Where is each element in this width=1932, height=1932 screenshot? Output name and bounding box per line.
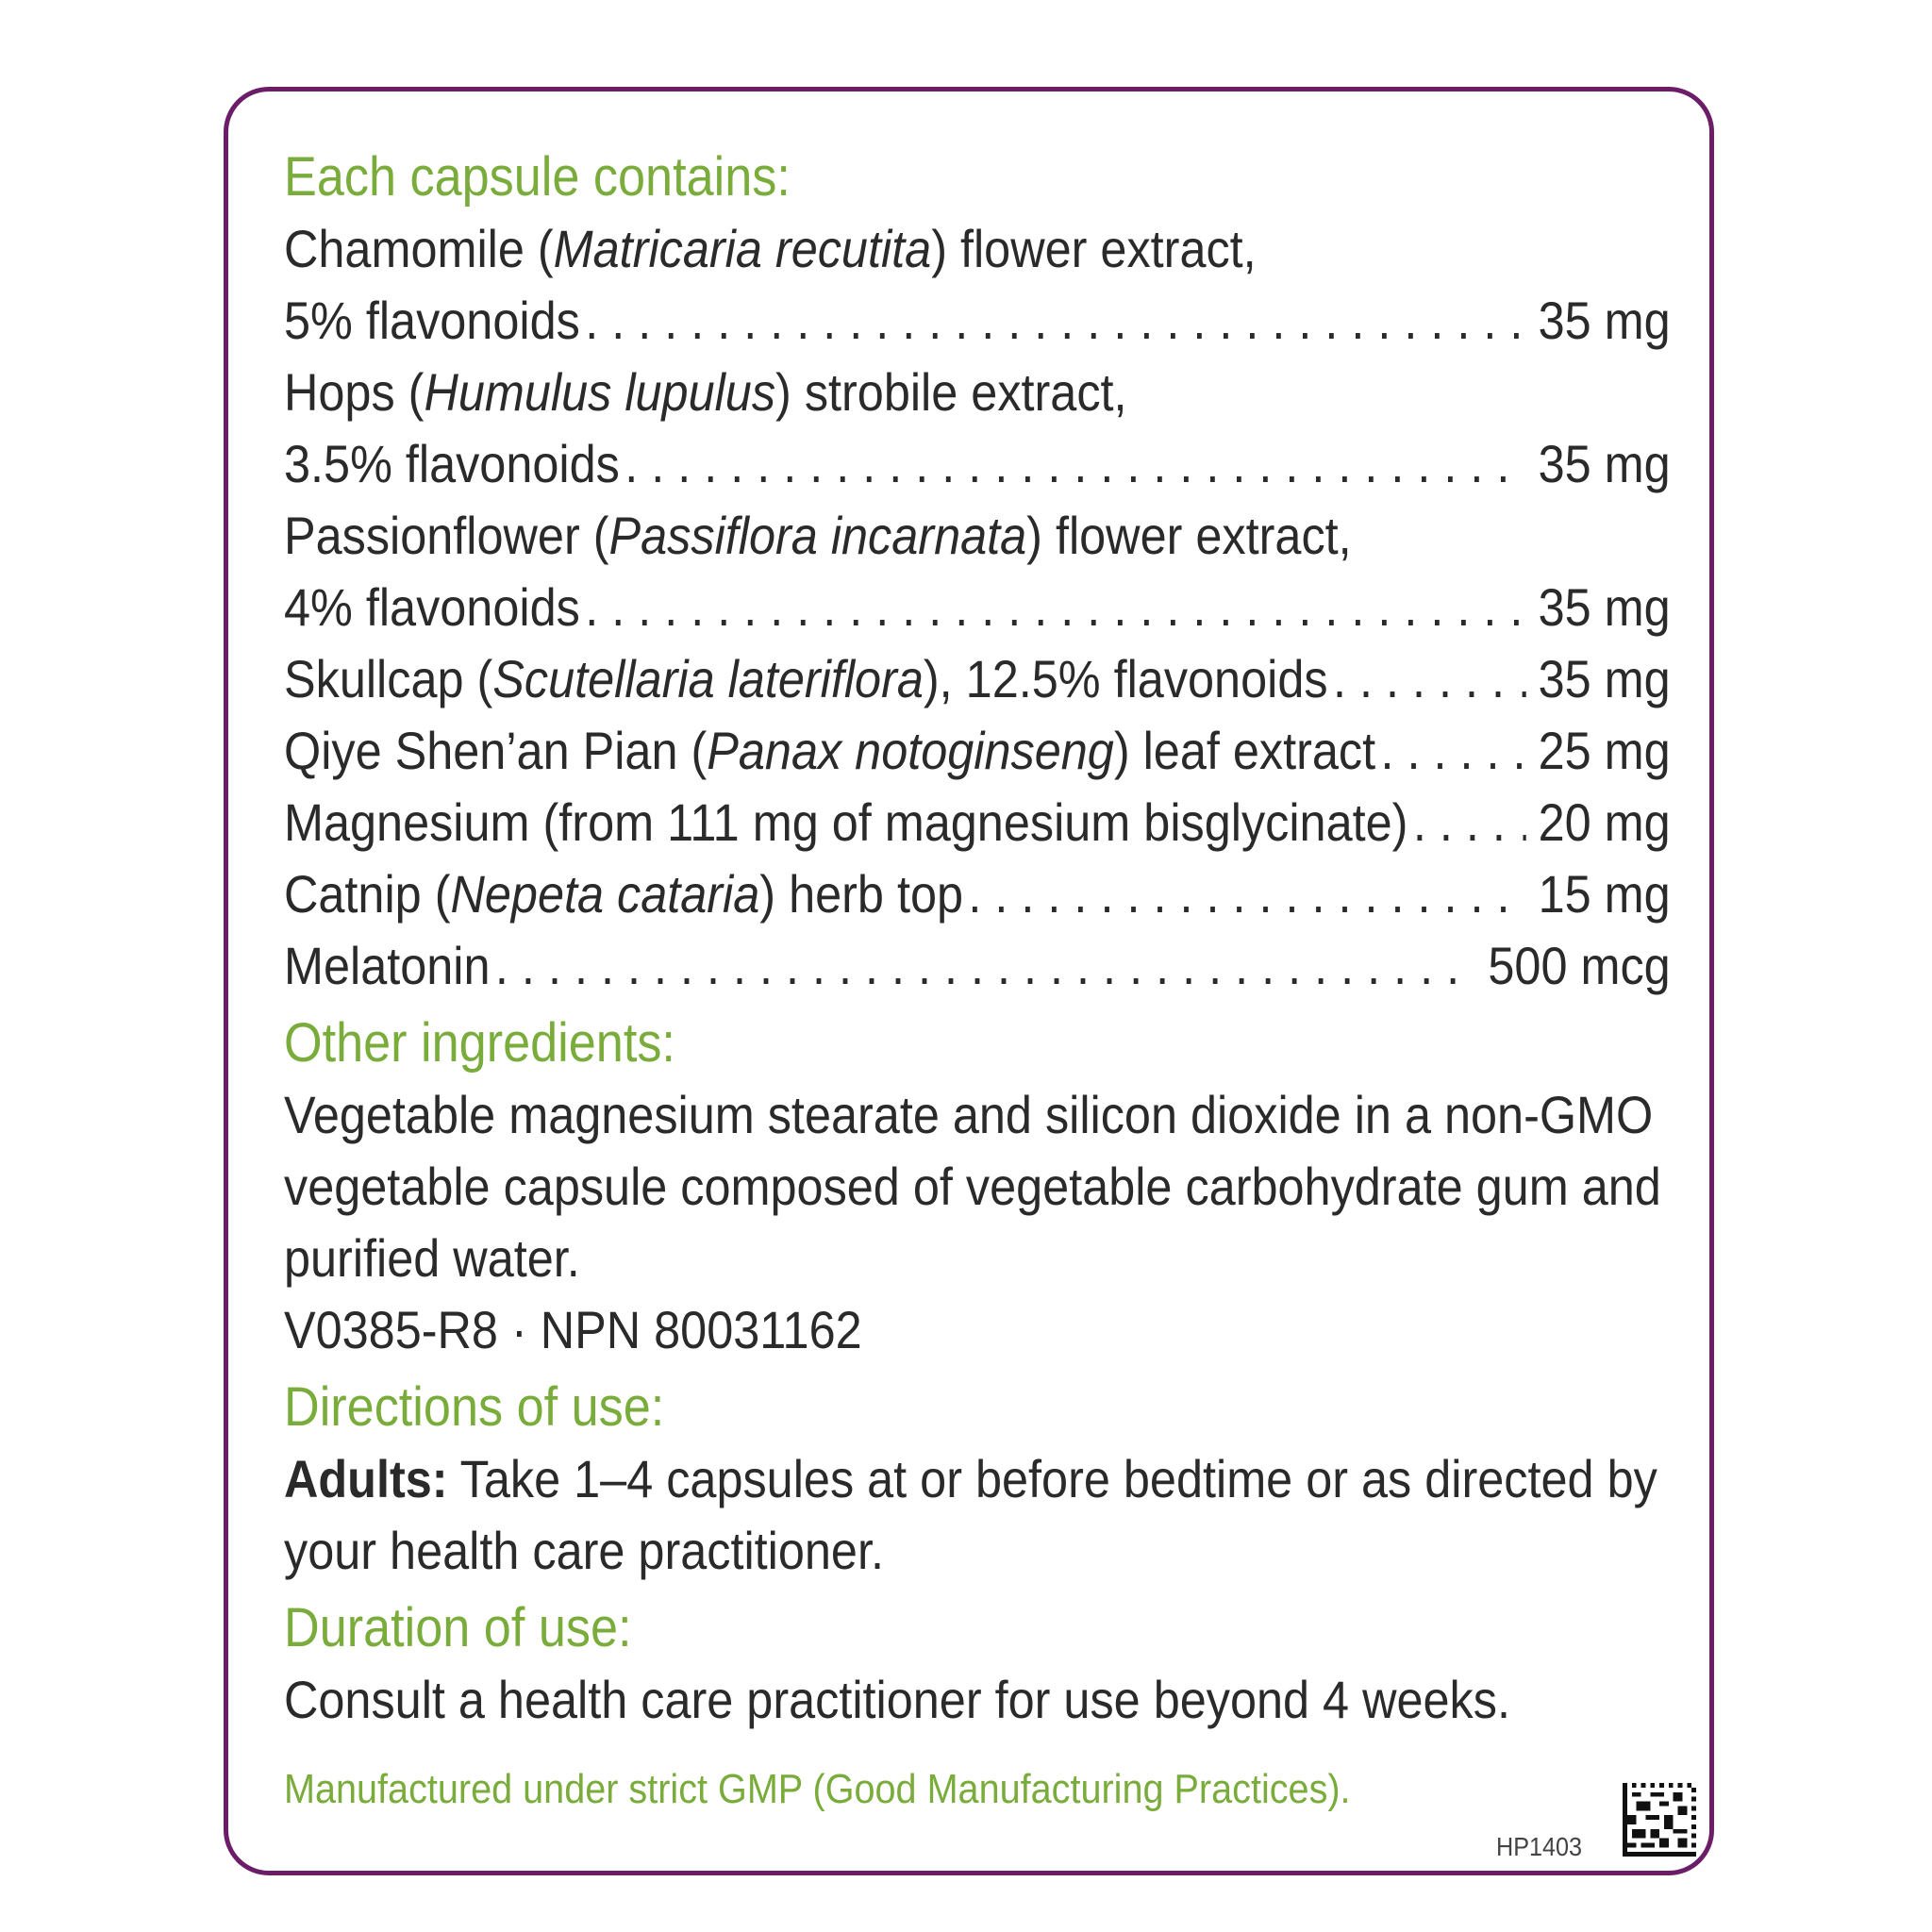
- ingredient-skullcap-amount: 35 mg: [1538, 649, 1671, 708]
- gmp-statement: Manufactured under strict GMP (Good Manufacturing Practices).: [284, 1766, 1351, 1812]
- other-ingredients-text: Vegetable magnesium stearate and silicon dioxide in a non-GMO vegetable capsule composed of vegetable carbohydrate gum and purified water.: [284, 1085, 1661, 1288]
- ingredient-chamomile-name: Chamomile (Matricaria recutita) flower extract,: [284, 219, 1257, 278]
- directions-text: [284, 1443, 1671, 1587]
- duration-text: Consult a health care practitioner for use beyond 4 weeks.: [284, 1670, 1510, 1729]
- data-matrix-barcode-icon: [1623, 1783, 1696, 1857]
- ingredient-magnesium-name: Magnesium (from 111 mg of magnesium bisglycinate): [284, 792, 1408, 852]
- ingredient-qiye-row: [284, 715, 1671, 787]
- ingredient-hops-amount: 35 mg: [1538, 434, 1671, 493]
- ingredient-melatonin-row: [284, 930, 1671, 1002]
- ingredient-passionflower-amount: 35 mg: [1538, 577, 1671, 637]
- duration-heading: Duration of use:: [284, 1597, 632, 1658]
- ingredient-passionflower-name: Passionflower (Passiflora incarnata) flower extract,: [284, 506, 1352, 565]
- ingredient-skullcap-row: [284, 643, 1671, 715]
- ingredient-qiye-name: Qiye Shen’an Pian (Panax notoginseng) leaf extract: [284, 721, 1376, 780]
- ingredient-qiye-amount: 25 mg: [1538, 721, 1671, 780]
- npn-line: V0385-R8 · NPN 80031162: [284, 1300, 862, 1359]
- ingredient-hops-row: [284, 428, 1671, 500]
- leader-dots: [1381, 715, 1527, 787]
- ingredient-hops-name: Hops (Humulus lupulus) strobile extract,: [284, 362, 1127, 422]
- leader-dots: [1333, 643, 1526, 715]
- other-ingredients-heading: Other ingredients:: [284, 1012, 675, 1074]
- contains-heading: Each capsule contains:: [284, 146, 791, 208]
- leader-dots: [968, 858, 1526, 930]
- ingredient-chamomile-detail: 5% flavonoids: [284, 291, 580, 350]
- label-content: [284, 142, 1671, 1736]
- ingredient-catnip-row: [284, 858, 1671, 930]
- directions-adults-label: Adults:: [284, 1449, 448, 1508]
- leader-dots: [625, 428, 1526, 500]
- directions-heading: Directions of use:: [284, 1376, 665, 1438]
- ingredient-skullcap-name: Skullcap (Scutellaria lateriflora), 12.5% flavonoids: [284, 649, 1328, 708]
- ingredient-catnip-amount: 15 mg: [1538, 864, 1671, 924]
- ingredient-melatonin-amount: 500 mcg: [1488, 936, 1671, 995]
- ingredient-catnip-name: Catnip (Nepeta cataria) herb top: [284, 864, 964, 924]
- product-code: HP1403: [1496, 1832, 1583, 1861]
- ingredient-melatonin-name: Melatonin: [284, 936, 491, 995]
- directions-body: Take 1–4 capsules at or before bedtime or as directed by your health care practitioner.: [284, 1449, 1657, 1580]
- ingredient-hops-detail: 3.5% flavonoids: [284, 434, 620, 493]
- ingredient-passionflower-detail: 4% flavonoids: [284, 577, 580, 637]
- ingredient-chamomile-row: [284, 285, 1671, 357]
- ingredient-magnesium-row: [284, 787, 1671, 858]
- ingredient-chamomile-amount: 35 mg: [1538, 291, 1671, 350]
- leader-dots: [585, 572, 1526, 643]
- ingredient-passionflower-row: [284, 572, 1671, 643]
- ingredient-magnesium-amount: 20 mg: [1538, 792, 1671, 852]
- leader-dots: [585, 285, 1526, 357]
- leader-dots: [1413, 787, 1526, 858]
- leader-dots: [495, 930, 1476, 1002]
